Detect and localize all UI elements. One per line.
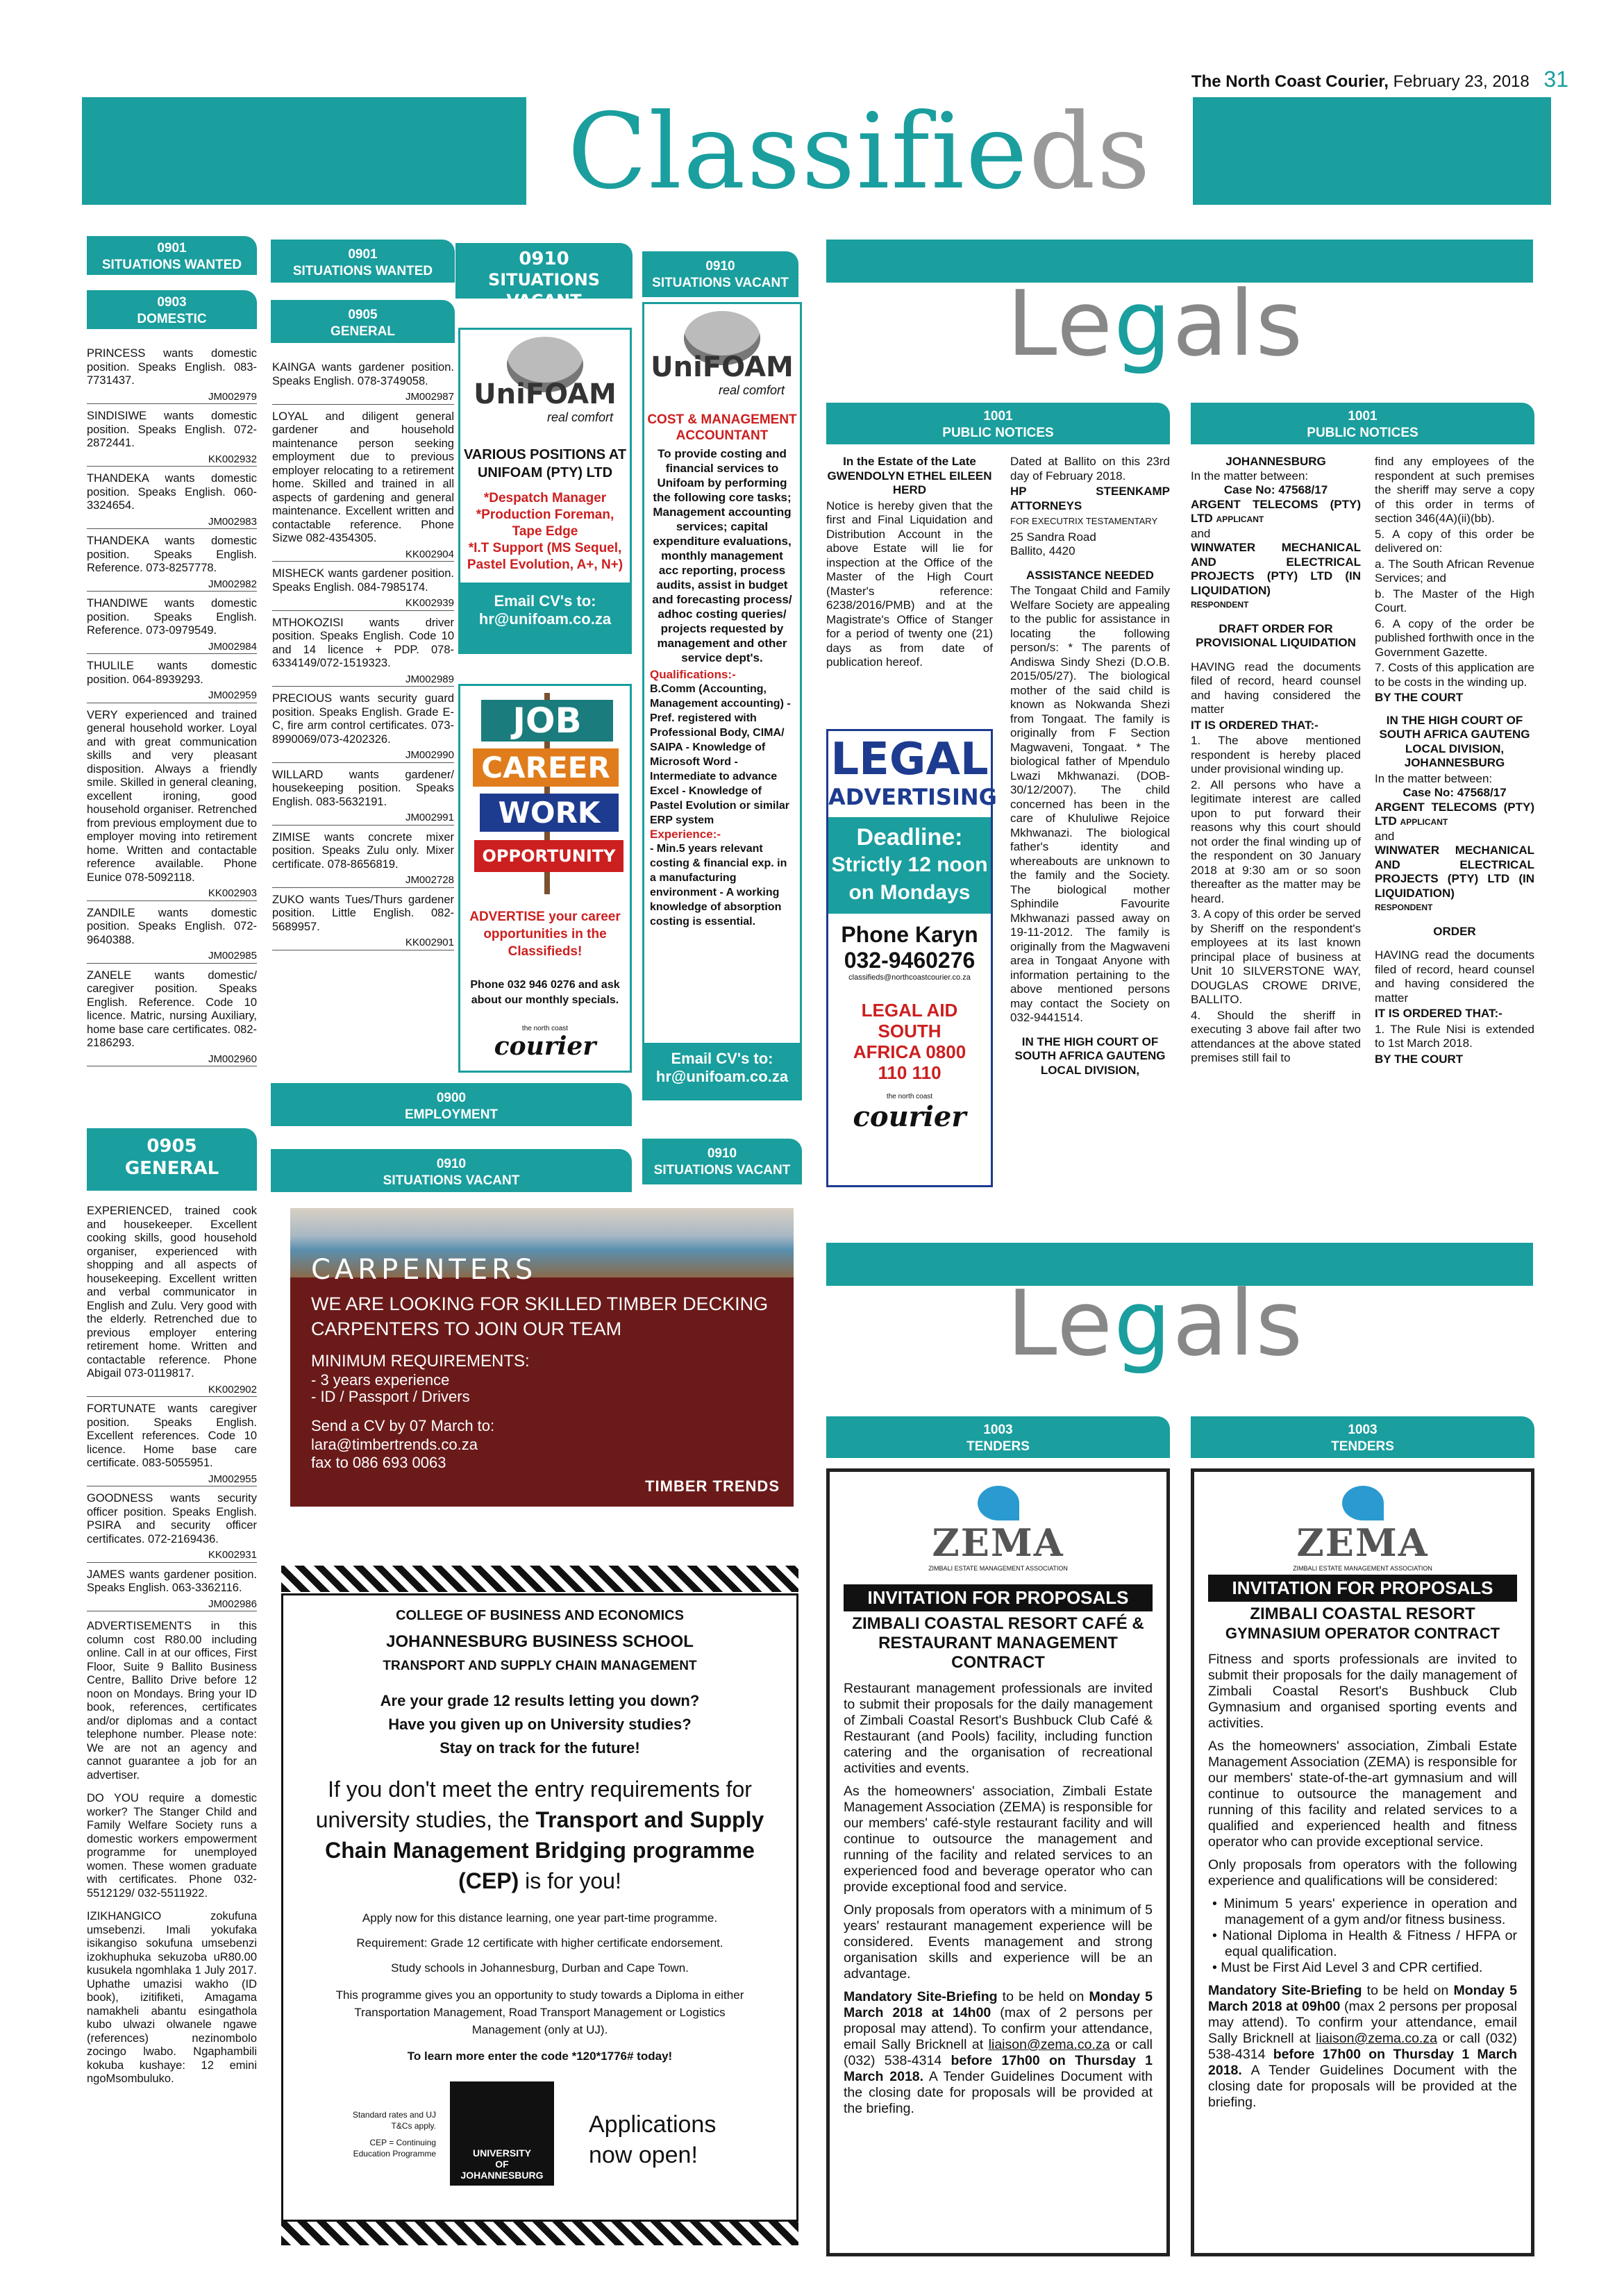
page-header (1191, 67, 1568, 92)
uj-pattern-top (281, 1566, 798, 1592)
requirements-heading: MINIMUM REQUIREMENTS: (311, 1352, 530, 1371)
ad-kainga: KAINGA wants gardener position. Speaks English. 078-3749058. JM002987 (272, 361, 454, 405)
uj-line-1: Apply now for this distance learning, one year part-time programme. (362, 1911, 718, 1925)
page-number: 31 (1543, 67, 1568, 92)
legals-title-1: Legals (1007, 271, 1305, 376)
bullet-3: • Must be First Aid Level 3 and CPR certified. (1212, 1960, 1483, 1975)
requirement-2: - ID / Passport / Drivers (311, 1388, 470, 1405)
cat-situations-vacant-3: 0910 SITUATIONS VACANT (271, 1149, 632, 1192)
carpenters-fax: fax to 086 693 0063 (311, 1454, 446, 1471)
unifoam-tagline: real comfort (546, 410, 613, 424)
karyn-number: 032-9460276 (844, 948, 976, 973)
experience-heading: Experience:- (650, 828, 721, 841)
classifieds-title: Classifieds (567, 92, 1152, 212)
legal-col-2: Dated at Ballito on this 23rd day of February 2018. HP STEENKAMP ATTORNEYS FOR EXECUTRIX TESTAMENTARY 25 Sandra Road Ballito, 4420 ASSISTANCE NEEDED The Tongaat Child and Family Welfare Society are appealing to the public for assistance in locating the following person/s: * The parents of Andiswa Sindy Shezi (D.O.B. 2015/05/27). The biological mother of the said child is known as Nokwanda Shezi from Tongaat. The family is originally from F Section Magwaveni, Tongaat. * The biological father of Mpendulo Lwazi Mkhwanazi. (DOB-30/12/2007). The child concerned has been in the care of Khululiwe Rejoice Mkhwanazi. The biological father's identity and whereabouts are unknown to the family and the Society. The biological mother Sphindile Favourite Mkhwanazi passed away on 19-11-2012. The family is originally from the Magwaveni area in Tongaat Anyone with information pertaining to the above mentioned persons may contact the Society on 032-9441514. IN THE HIGH COURT OF SOUTH AFRICA GAUTENG LOCAL DIVISION, (1010, 455, 1170, 1077)
legals-title-2: Legals (1007, 1271, 1305, 1376)
unifoam-ad-1 (458, 328, 632, 654)
domestic-ads (87, 347, 257, 1072)
ad-thandeka-2: THANDEKA wants domestic position. Speaks English. Reference. 073-8257778. JM002982 (87, 535, 257, 592)
classifieds-email: classifieds@northcoastcourier.co.za (848, 973, 971, 982)
qualifications-heading: Qualifications:- (650, 668, 736, 681)
courier-logo: courier (494, 1032, 596, 1061)
qualifications-list: B.Comm (Accounting, Management accounting) - Pref. registered with Professional Body, CIMA/ SAIPA - Knowledge of Microsoft Word -Intermediate to advance Excel - Knowledge of Pastel Evolution or similar ERP system (650, 683, 791, 826)
general-ads-1 (87, 1205, 257, 2088)
issue-date: February 23, 2018 (1393, 72, 1530, 91)
info-domestic-worker: DO YOU require a domestic worker? The Stanger Child and Family Welfare Society runs a domestic workers empowerment programme for unemployed women. These women graduate with certificates. Phone 032-5512129/ 032-5511922. (87, 1792, 257, 1900)
ad-zuko: ZUKO wants Tues/Thurs gardener position. Little English. 082-5689957. KK002901 (272, 894, 454, 950)
cat-situations-wanted-1: 0901 SITUATIONS WANTED (87, 236, 257, 275)
tender-2-title-1: ZIMBALI COASTAL RESORT (1250, 1604, 1475, 1623)
unifoam-tagline-2: real comfort (718, 383, 785, 397)
zema-logo: ZEMA (932, 1520, 1064, 1565)
cat-public-notices-2: 1001 PUBLIC NOTICES (1191, 403, 1534, 444)
courier-logo-small: the north coast (521, 1025, 569, 1032)
legal-advertising-ad (826, 729, 997, 1187)
advertising-word: ADVERTISING (828, 784, 997, 810)
uj-line-2: Requirement: Grade 12 certificate with higher certificate endorsement. (356, 1936, 723, 1950)
position-3: *I.T Support (MS Sequel, Pastel Evolution, A+, N+) (467, 541, 623, 572)
tender-2-title-2: GYMNASIUM OPERATOR CONTRACT (1225, 1625, 1500, 1642)
sign-opportunity: OPPORTUNITY (474, 840, 623, 872)
invitation-banner-2: INVITATION FOR PROPOSALS (1208, 1575, 1517, 1602)
cat-public-notices-1: 1001 PUBLIC NOTICES (826, 403, 1170, 444)
ad-thandeka-1: THANDEKA wants domestic position. Speaks English. 060-3324654. JM002983 (87, 472, 257, 529)
advertise-careers-ad (458, 684, 632, 1073)
tender-cafe (826, 1468, 1170, 2256)
uj-line-3: Study schools in Johannesburg, Durban and Cape Town. (391, 1961, 689, 1975)
cat-domestic: 0903 DOMESTIC (87, 290, 257, 329)
uj-school: JOHANNESBURG BUSINESS SCHOOL (386, 1632, 694, 1651)
unifoam-email-2: Email CV's to: hr@unifoam.co.za (644, 1043, 800, 1098)
position-1: *Despatch Manager (483, 491, 607, 505)
uj-applications-open: Applications now open! (589, 2111, 717, 2168)
unifoam-email: Email CV's to: hr@unifoam.co.za (460, 583, 630, 652)
uj-question-1: Are your grade 12 results letting you down? (380, 1692, 700, 1709)
bullet-1: • Minimum 5 years' experience in operation and management of a gym and/or fitness business. (1212, 1896, 1518, 1927)
cat-tenders-2: 1003 TENDERS (1191, 1416, 1534, 1458)
accountant-heading: COST & MANAGEMENT ACCOUNTANT (647, 412, 797, 443)
estate-notice: In the Estate of the Late GWENDOLYN ETHEL EILEEN HERD Notice is hereby given that the first and Final Liquidation and Distribution Account in the above Estate will lie for inspection at the Office of the Master of the High Court (Master's reference: 6238/2016/PMB) and at the Magistrate's Office of Stanger for a period of twenty one (21) days as from date of publication hereof. (826, 455, 993, 669)
butterfly-icon (978, 1486, 1019, 1520)
general-ads-2 (272, 361, 454, 956)
carpenters-title: CARPENTERS (311, 1254, 537, 1286)
sign-work: WORK (480, 794, 619, 832)
accountant-intro: To provide costing and financial services to Unifoam by performing the following core tasks; Management accounting services; capital expenditure evaluations, monthly management acc reporting, process audits, assist in budget and forecasting process/ adhoc costing queries/ projects requested by management and other service dept's. (652, 447, 792, 664)
info-zulu: IZIKHANGICO zokufuna umsebenzi. Imali yokufaka isikangiso sokufuna umsebenzi izokhuphuka sekuzoba uR80.00 kusukela ngomhlaka 1 July 2017. Uphathe umazisi wakho (ID book), izitifiketi, Amagama namakheli abantu esingathola kubo ulwazi olwanele ngawe (references) nezinombolo zocingo lwabo. Ngaphambili kokuba kushaye: 12 emini ngoMsombuluko. (87, 1910, 257, 2085)
cat-general-1: 0905 GENERAL (87, 1128, 257, 1191)
uj-question-2: Have you given up on University studies? (388, 1716, 692, 1733)
uj-college: COLLEGE OF BUSINESS AND ECONOMICS (396, 1608, 684, 1623)
cat-situations-vacant-2: 0910 SITUATIONS VACANT (642, 251, 798, 297)
tender-2-body: Fitness and sports professionals are invited to submit their proposals for the daily management of Zimbali Coastal Resort's Bushbuck Club Gymnasium and organised sporting events and activities. As the homeowners' association, Zimbali Estate Management Association (ZEMA) is responsible for our members' state-of-the-art gymnasium and will continue to outsource the management and running of this facility and related services to a qualified and experienced health and fitness operator who can provide exceptional service. Only proposals from operators with the following experience and qualifications will be considered: • Minimum 5 years' experience in operation and management of a gym and/or fitness business. • National Diploma in Health & Fitness / HFPA or equal qualification. • Must be First Aid Level 3 and CPR certified. Mandatory Site-Briefing to be held on Monday 5 March 2018 at 09h00 (max 2 persons per proposal may attend). To confirm your attendance, email Sally Bricknell at liaison@zema.co.za or call (032) 538-4314 before 17h00 on Thursday 1 March 2018. A Tender Guidelines Document with the closing date for proposals will be provided at the briefing. (1208, 1652, 1518, 2110)
courier-logo-small-2: the north coast (886, 1093, 933, 1100)
cat-general-2: 0905 GENERAL (271, 300, 455, 343)
phone-karyn: Phone Karyn (841, 922, 978, 947)
ad-mthokozisi: MTHOKOZISI wants driver position. Speaks English. Code 10 and 14 licence + PDP. 078-6334149/072-1519323. JM002989 (272, 617, 454, 687)
uj-question-3: Stay on track for the future! (440, 1739, 640, 1757)
advertise-phone: Phone 032 946 0276 and ask about our monthly specials. (470, 979, 620, 1006)
legal-col-3: JOHANNESBURG In the matter between: Case No: 47568/17 ARGENT TELECOMS (PTY) LTD APPLICANT and WINWATER MECHANICAL AND ELECTRICAL PROJECTS (PTY) LTD (IN LIQUIDATION) RESPONDENT DRAFT ORDER FOR PROVISIONAL LIQUIDATION HAVING read the documents filed of record, heard counsel and having considered the matter IT IS ORDERED THAT:- 1. The above mentioned respondent is hereby placed under provisional winding up. 2. All persons who have a legitimate interest are called upon to put forward their reasons why this court should not order the final winding up of the respondent on 30 January 2018 at 9:30 am or so soon thereafter as the matter may be heard. 3. A copy of this order be served by Sheriff on the respondent's employees at its last known principal place of business at Unit 10 SILVERSTONE WAY, DOUGLAS CROWE DRIVE, BALLITO. 4. Should the sheriff in executing 3 above fail after two attendances at the above stated premises still fail to (1191, 455, 1361, 1064)
uj-pattern-bottom (281, 2222, 798, 2245)
uj-dept: TRANSPORT AND SUPPLY CHAIN MANAGEMENT (383, 1659, 697, 1673)
info-advertisements: ADVERTISEMENTS in this column cost R80.00 including online. Call in at our offices, First Floor, Suite 9 Ballito Business Centre, Ballito Drive before 12 noon on Mondays. Bring your ID book, references, certificates and/or diplomas and a contact telephone number. Please note: We are not an agency and cannot guarantee a job for an advertiser. (87, 1620, 257, 1782)
tender-1-body: Restaurant management professionals are invited to submit their proposals for the daily management of Zimbali Coastal Resort's Bushbuck Club Café & Restaurant (and Pools) facility, including function catering and the organisation of recreational activities and events. As the homeowners' association, Zimbali Estate Management Association (ZEMA) is responsible for our members' café-style restaurant facility and will continue to outsource the management and running of the facility and related services to an experienced food and beverage operator who can provide exceptional food and service. Only proposals from operators with a minimum of 5 years' restaurant management experience will be considered. Events management and strong organisation skills and experience will be an advantage. Mandatory Site-Briefing to be held on Monday 5 March 2018 at 14h00 (max of 2 persons per proposal may attend). To confirm your attendance, email Sally Bricknell at liaison@zema.co.za or call (032) 538-4314 before 17h00 on Thursday 1 March 2018. A Tender Guidelines Document with the closing date for proposals will be provided at the briefing. (844, 1681, 1153, 2116)
ad-thulile: THULILE wants domestic position. 064-8939293. JM002959 (87, 660, 257, 703)
uj-small-print: Standard rates and UJ T&Cs apply. CEP = Continuing Education Programme (352, 2110, 436, 2159)
unifoam-brand: UniFOAM (474, 378, 617, 410)
cat-situations-wanted-2: 0901 SITUATIONS WANTED (271, 240, 455, 283)
legal-col-4: find any employees of the respondent at such premises the sheriff may serve a copy of this order in terms of section 346(4A)(ii)(bb). 5. A copy of this order be delivered on: a. The South African Revenue Services; and b. The Master of the High Court. 6. A copy of the order be published forthwith once in the Government Gazette. 7. Costs of this application are to be costs in the winding up. BY THE COURT IN THE HIGH COURT OF SOUTH AFRICA GAUTENG LOCAL DIVISION, JOHANNESBURG In the matter between: Case No: 47568/17 ARGENT TELECOMS (PTY) LTD APPLICANT and WINWATER MECHANICAL AND ELECTRICAL PROJECTS (PTY) LTD (IN LIQUIDATION) RESPONDENT ORDER HAVING read the documents filed of record, heard counsel and having considered the matter IT IS ORDERED THAT:- 1. The Rule Nisi is extended to 1st March 2018. BY THE COURT (1375, 455, 1534, 1066)
sign-job: JOB (481, 700, 613, 741)
zema-subtitle: ZIMBALI ESTATE MANAGEMENT ASSOCIATION (928, 1565, 1068, 1572)
ad-zimise: ZIMISE wants concrete mixer position. Speaks Zulu only. Mixer certificate. 078-8656819. JM002728 (272, 831, 454, 888)
sign-career: CAREER (473, 748, 619, 787)
carpenters-email: lara@timbertrends.co.za (311, 1436, 478, 1453)
carpenters-ad (290, 1208, 794, 1507)
ad-very-experienced: VERY experienced and trained general household worker. Loyal and with great communication skills and very pleasant disposition. Always a friendly smile. Skilled in general cleaning, excellent ironing, good household organiser. Retrenched from previous employment due to employer moving into retirement home. Written and contactable reference available. Phone Eunice 078-5092118. KK002903 (87, 709, 257, 901)
ad-misheck: MISHECK wants gardener position. Speaks English. 084-7985174. KK002939 (272, 567, 454, 611)
ad-zandile: ZANDILE wants domestic position. Speaks English. 072-9640388. JM002985 (87, 907, 257, 964)
unifoam-brand-2: UniFOAM (651, 351, 794, 383)
paper-name: The North Coast Courier, (1191, 72, 1389, 91)
ad-willard: WILLARD wants gardener/ housekeeping position. Speaks English. 083-5632191. JM002991 (272, 769, 454, 826)
ad-fortunate: FORTUNATE wants caregiver position. Speaks English. Excellent references. Code 10 licence. Home base care certificate. 083-5055951. JM002955 (87, 1402, 257, 1486)
ad-princess: PRINCESS wants domestic position. Speaks English. 083-7731437. JM002979 (87, 347, 257, 404)
invitation-banner-1: INVITATION FOR PROPOSALS (844, 1584, 1153, 1611)
ad-james: JAMES wants gardener position. Speaks English. 063-3362116. JM002986 (87, 1568, 257, 1612)
uj-line-4: This programme gives you an opportunity to study towards a Diploma in either Transportation Management, Road Transport Management or Logistics Management (only at UJ). (335, 1988, 744, 2036)
zema-logo-2: ZEMA (1296, 1520, 1429, 1565)
requirement-1: - 3 years experience (311, 1371, 450, 1389)
experience-list: - Min.5 years relevant costing & financial exp. in a manufacturing environment - A working knowledge of absorption costing is essential. (650, 843, 787, 928)
cat-situations-vacant-4: 0910 SITUATIONS VACANT (642, 1139, 802, 1184)
legal-word: LEGAL (830, 734, 989, 785)
send-cv-text: Send a CV by 07 March to: (311, 1417, 495, 1434)
advertise-text: ADVERTISE your career opportunities in the Classifieds! (469, 910, 621, 959)
butterfly-icon-2 (1342, 1486, 1384, 1520)
unifoam-heading: VARIOUS POSITIONS AT UNIFOAM (PTY) LTD (463, 447, 627, 480)
cat-tenders-1: 1003 TENDERS (826, 1416, 1170, 1458)
uj-ad (281, 1593, 798, 2222)
uj-line-5: To learn more enter the code *120*1776# today! (407, 2050, 673, 2063)
ad-thandiwe: THANDIWE wants domestic position. Speaks English. Reference. 073-0979549. JM002984 (87, 597, 257, 654)
ad-loyal: LOYAL and diligent general gardener and household maintenance person seeking employment due to previous employer relocating to a retirement home. Skilled and trained in all aspects of gardening and general maintenance. Excellent written and contactable reference. Phone Sizwe 082-4354305. KK002904 (272, 410, 454, 562)
bullet-2: • National Diploma in Health & Fitness / HFPA or equal qualification. (1212, 1928, 1517, 1959)
ad-goodness: GOODNESS wants security officer position. Speaks English. PSIRA and security officer certificates. 072-2169436. KK002931 (87, 1492, 257, 1563)
uj-logo: UNIVERSITY OF JOHANNESBURG (450, 2081, 554, 2186)
cat-situations-vacant-1: 0910 SITUATIONS VACANT (455, 243, 633, 299)
deadline-box: Deadline: Strictly 12 noon on Mondays (828, 817, 991, 914)
ad-zanele: ZANELE wants domestic/ caregiver position. Speaks English. Reference. Code 10 licence. Matric, nursing Auxiliary, home base care certificates. 082-2186293. JM002960 (87, 969, 257, 1067)
courier-logo-2: courier (853, 1100, 966, 1133)
tender-1-title: ZIMBALI COASTAL RESORT CAFÉ & RESTAURANT MANAGEMENT CONTRACT (852, 1614, 1144, 1672)
position-2: *Production Foreman, Tape Edge (476, 508, 614, 539)
classifieds-banner (82, 92, 1551, 212)
carpenters-heading: WE ARE LOOKING FOR SKILLED TIMBER DECKING CARPENTERS TO JOIN OUR TEAM (311, 1293, 769, 1339)
tender-gym (1191, 1468, 1534, 2256)
ad-sindisiwe: SINDISIWE wants domestic position. Speaks English. 072-2872441. KK002932 (87, 410, 257, 467)
timber-trends-logo: TIMBER TRENDS (645, 1477, 780, 1495)
zema-subtitle-2: ZIMBALI ESTATE MANAGEMENT ASSOCIATION (1293, 1565, 1432, 1572)
ad-precious: PRECIOUS wants security guard position. Speaks English. Grade E-C, fire arm control certificates. 073-8990069/073-4202326. JM002990 (272, 692, 454, 763)
ad-experienced-cook: EXPERIENCED, trained cook and housekeeper. Excellent cooking skills, good household organiser, experienced with shopping and all aspects of housekeeping. Excellent written and verbal communicator in English and Zulu. Very good with the elderly. Retrenched due to previous employer entering retirement home. Written and contactable reference. Phone Abigail 073-0119817. KK002902 (87, 1205, 257, 1397)
uj-big-statement: If you don't meet the entry requirements for university studies, the Transport and Supply Chain Management Bridging programme (CEP) is for you! (315, 1777, 764, 1893)
legal-aid: LEGAL AID SOUTH AFRICA 0800 110 110 (853, 1000, 966, 1083)
unifoam-ad-2 (642, 302, 802, 1100)
cat-employment: 0900 EMPLOYMENT (271, 1083, 632, 1126)
